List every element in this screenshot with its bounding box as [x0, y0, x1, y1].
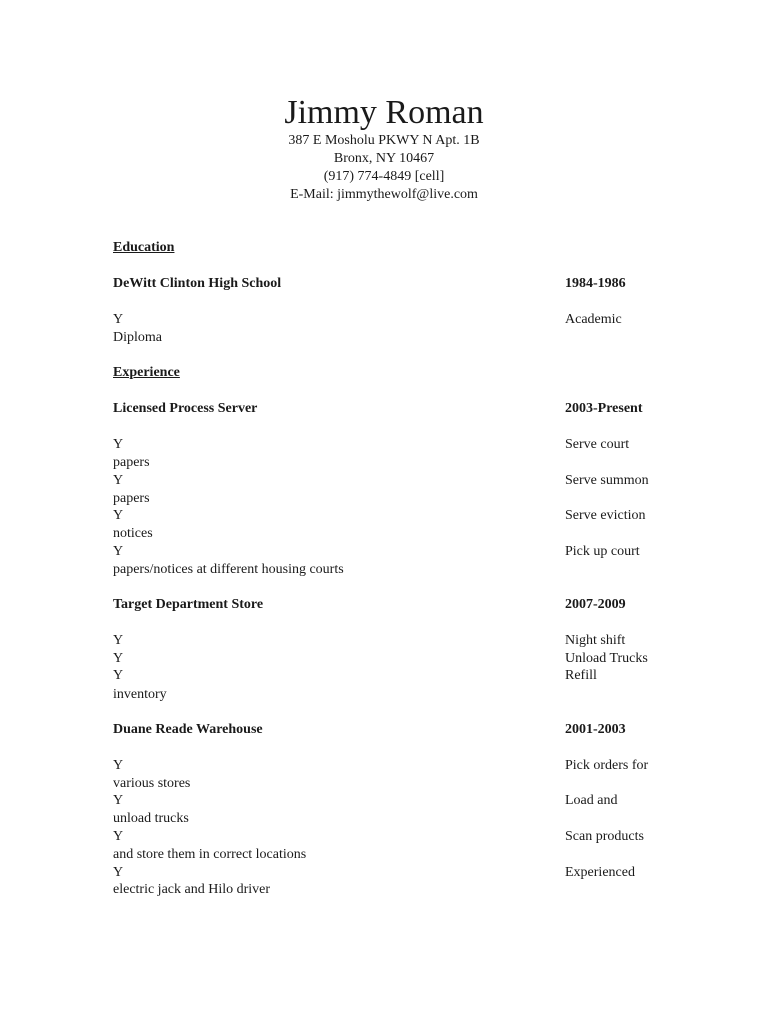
candidate-name: Jimmy Roman: [284, 94, 484, 131]
job-duty-continuation: electric jack and Hilo driver: [113, 882, 271, 897]
job-duty-text: Load and: [565, 793, 618, 808]
job-duty-continuation: and store them in correct locations: [113, 847, 307, 862]
job-duty-text: Serve summon: [565, 473, 649, 488]
bullet-glyph: Y: [113, 633, 124, 648]
job-duty-text: Pick up court: [565, 544, 640, 559]
bullet-glyph: Y: [113, 668, 124, 683]
job-title: Licensed Process Server: [113, 401, 258, 416]
bullet-glyph: Y: [113, 473, 124, 488]
job-duty-text: Experienced: [565, 865, 635, 880]
experience-heading: Experience: [113, 365, 180, 380]
bullet-glyph: Y: [113, 544, 124, 559]
job-duty-continuation: inventory: [113, 687, 167, 702]
job-duty-continuation: papers/notices at different housing courts: [113, 562, 344, 577]
bullet-glyph: Y: [113, 793, 124, 808]
education-item-text: Academic: [565, 312, 622, 327]
bullet-glyph: Y: [113, 651, 124, 666]
job-duty-continuation: papers: [113, 491, 150, 506]
education-item-continuation: Diploma: [113, 330, 162, 345]
job-duty-continuation: unload trucks: [113, 811, 189, 826]
job-dates: 2001-2003: [565, 722, 626, 737]
address-line-1: 387 E Mosholu PKWY N Apt. 1B: [288, 133, 480, 148]
job-title: Duane Reade Warehouse: [113, 722, 263, 737]
job-duty-text: Pick orders for: [565, 758, 649, 773]
job-duty-continuation: various stores: [113, 776, 191, 791]
bullet-glyph: Y: [113, 312, 124, 327]
school-dates: 1984-1986: [565, 276, 626, 291]
email-address: E-Mail: jimmythewolf@live.com: [290, 187, 478, 202]
job-dates: 2007-2009: [565, 597, 626, 612]
job-duty-text: Serve eviction: [565, 508, 646, 523]
address-line-2: Bronx, NY 10467: [333, 151, 435, 166]
bullet-glyph: Y: [113, 829, 124, 844]
phone-number: (917) 774-4849 [cell]: [323, 169, 445, 184]
job-duty-continuation: papers: [113, 455, 150, 470]
job-duty-text: Unload Trucks: [565, 651, 648, 666]
education-heading: Education: [113, 240, 175, 255]
bullet-glyph: Y: [113, 865, 124, 880]
bullet-glyph: Y: [113, 437, 124, 452]
job-dates: 2003-Present: [565, 401, 643, 416]
job-duty-text: Scan products: [565, 829, 644, 844]
bullet-glyph: Y: [113, 758, 124, 773]
job-duty-text: Serve court: [565, 437, 630, 452]
job-duty-text: Refill: [565, 668, 597, 683]
job-duty-text: Night shift: [565, 633, 626, 648]
school-name: DeWitt Clinton High School: [113, 276, 282, 291]
job-title: Target Department Store: [113, 597, 264, 612]
job-duty-continuation: notices: [113, 526, 153, 541]
bullet-glyph: Y: [113, 508, 124, 523]
